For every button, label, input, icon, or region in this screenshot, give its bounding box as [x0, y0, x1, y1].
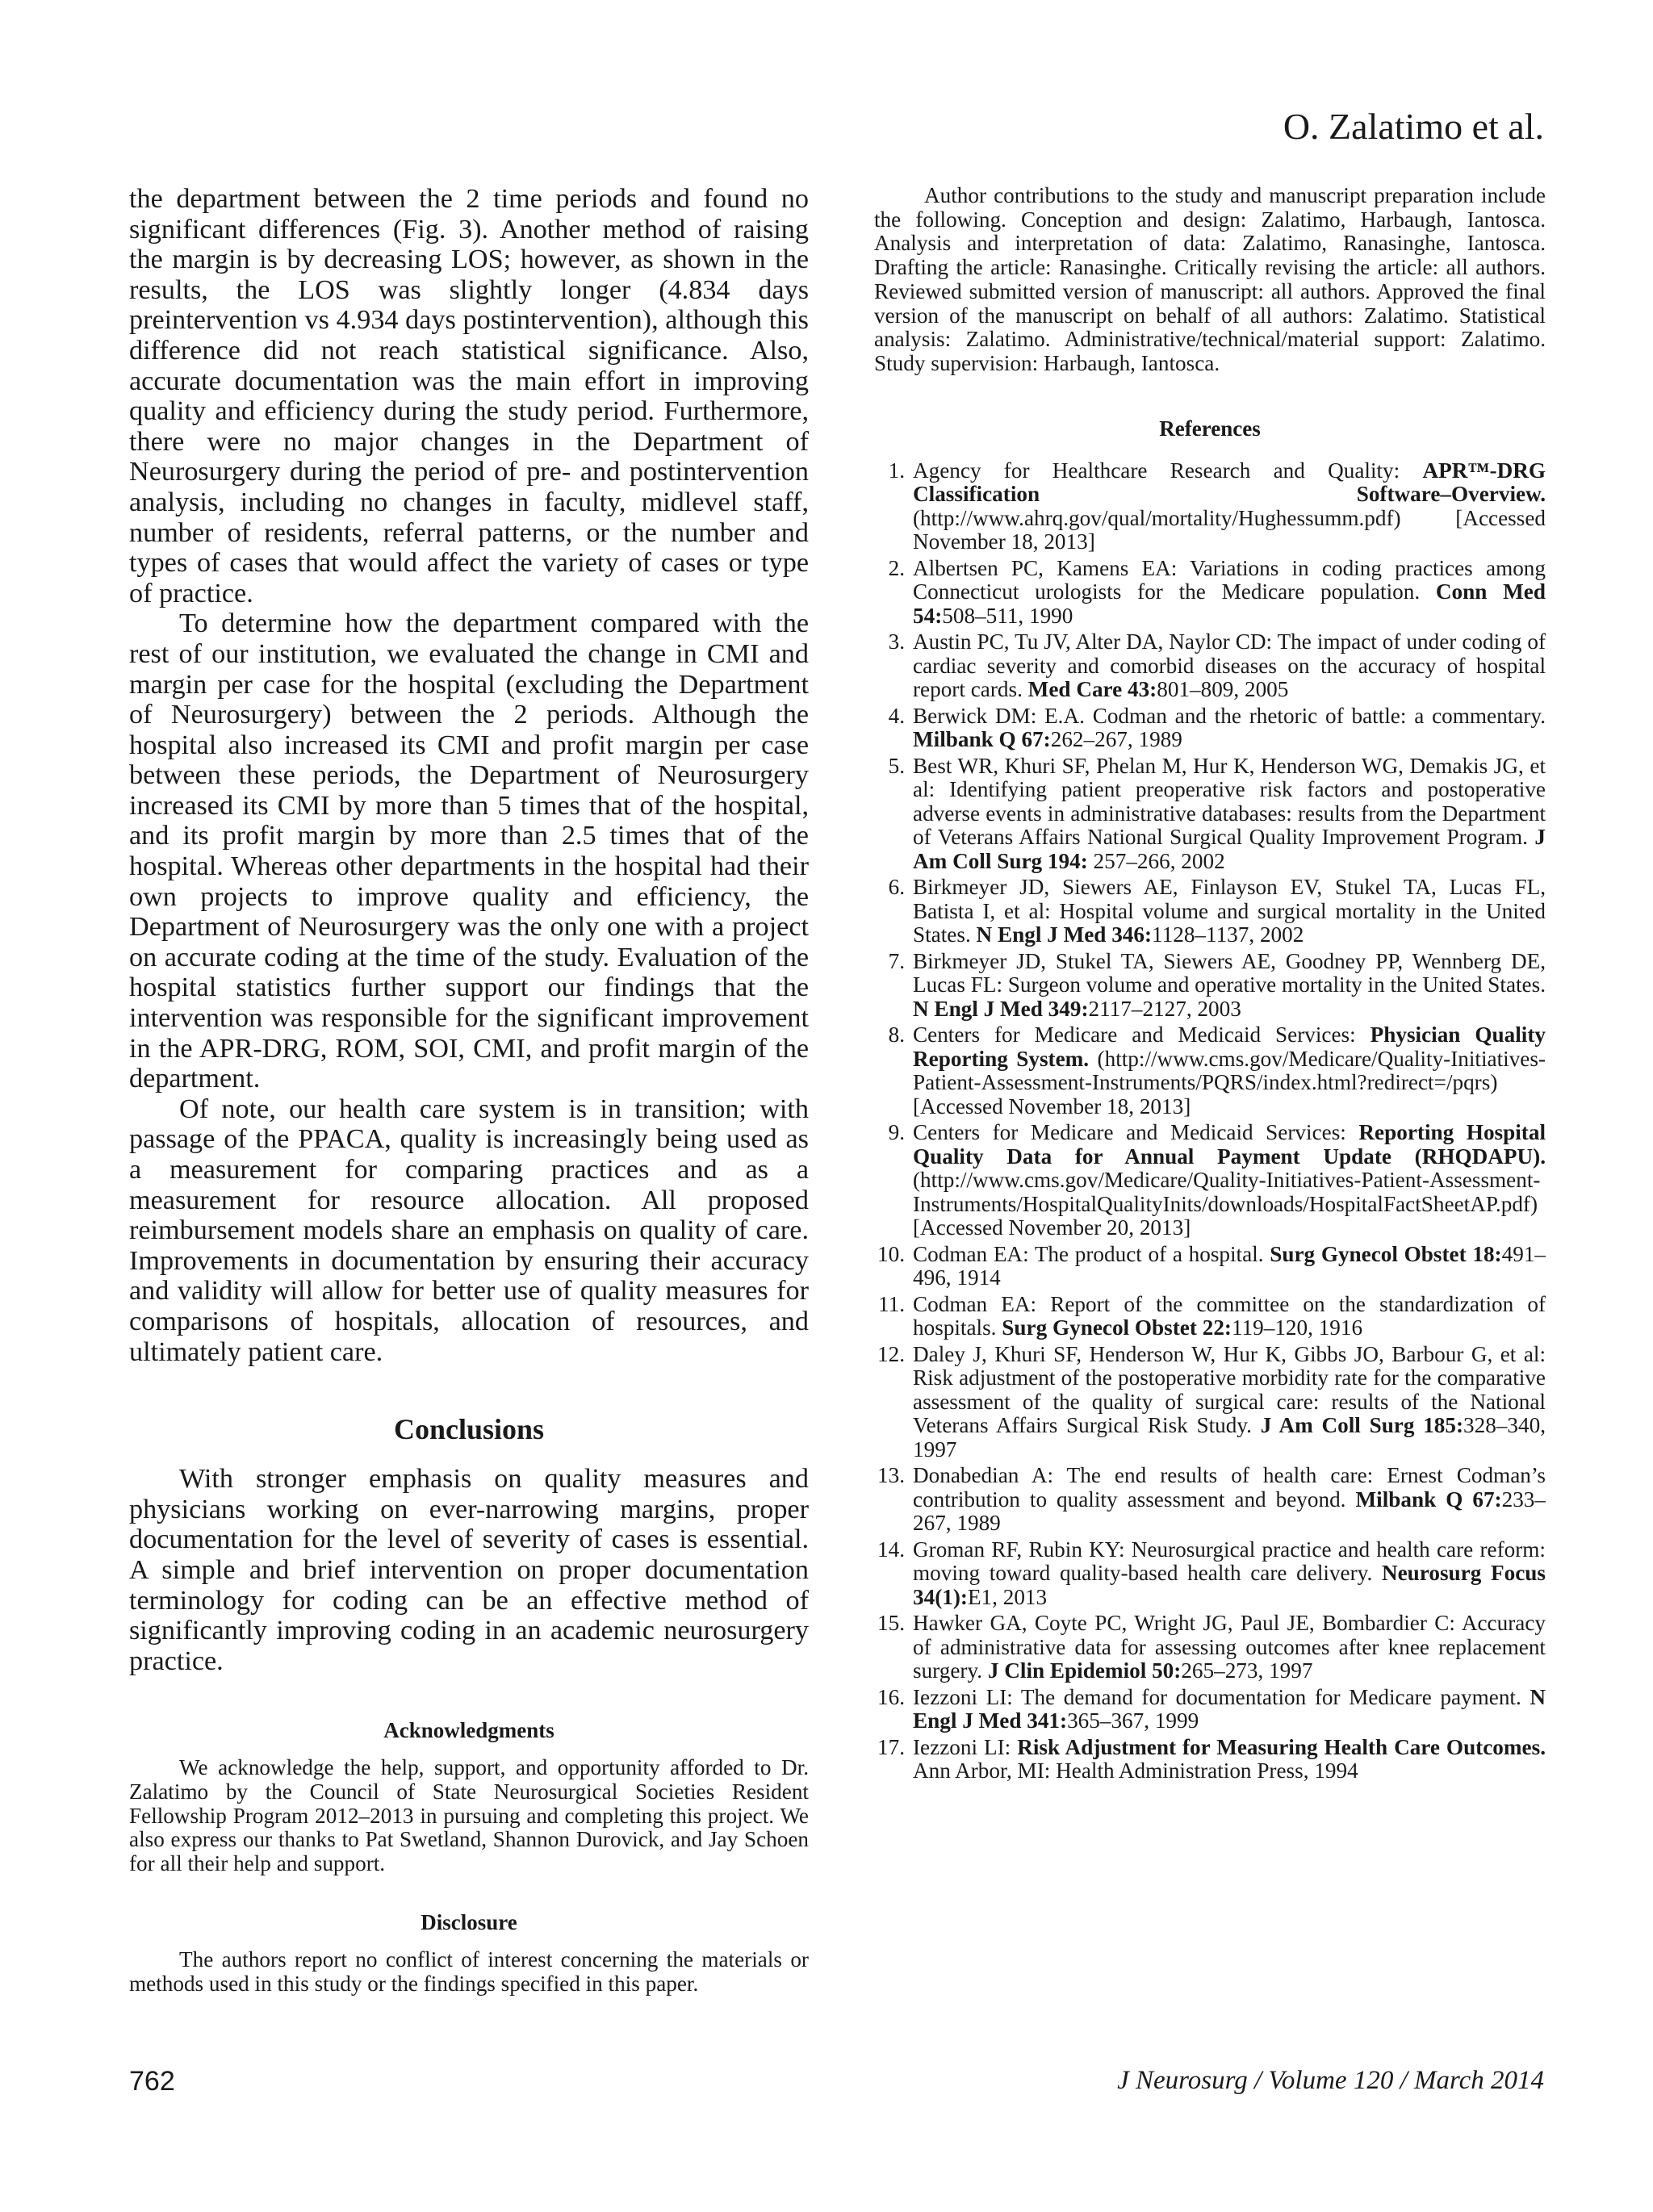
reference-number: 8. [888, 1022, 905, 1047]
reference-text: Agency for Healthcare Research and Quality: [913, 458, 1423, 483]
reference-item [874, 755, 1546, 874]
left-column [129, 184, 809, 1996]
reference-text: Centers for Medicare and Medicaid Services: [913, 1120, 1359, 1145]
reference-source: Surg Gynecol Obstet 18: [1270, 1241, 1502, 1266]
conclusions-heading: Conclusions [393, 1413, 545, 1446]
reference-text: Hawker GA, Coyte PC, Wright JG, Paul JE, Bombardier C: Accuracy of administrative data for assessing outcomes after knee replacement surgery. [913, 1611, 1546, 1683]
reference-number: 14. [877, 1537, 905, 1562]
reference-number: 7. [888, 948, 905, 973]
disclosure-heading: Disclosure [421, 1909, 517, 1934]
reference-number: 10. [877, 1241, 905, 1266]
reference-number: 1. [888, 458, 905, 483]
conclusions-paragraph: With stronger emphasis on quality measures and physicians working on ever-narrowing margins, proper documentation for the level of severity of cases is essential. A simple and brief intervention on proper documentation terminology for coding can be an effective method of significantly improving coding in an academic neurosurgery practice. [129, 1464, 809, 1676]
reference-text: Albertsen PC, Kamens EA: Variations in coding practices among Connecticut urologists for the Medicare population. [913, 555, 1546, 604]
reference-item [874, 1293, 1546, 1340]
reference-text: Codman EA: The product of a hospital. [913, 1241, 1270, 1266]
reference-text: 508–511, 1990 [942, 603, 1073, 628]
reference-text: 2117–2127, 2003 [1088, 996, 1241, 1021]
references-heading: References [1159, 416, 1261, 441]
reference-text: Iezzoni LI: The demand for documentation for Medicare payment. [913, 1684, 1530, 1709]
reference-item [874, 1343, 1546, 1462]
reference-text: Berwick DM: E.A. Codman and the rhetoric of battle: a commentary. [913, 703, 1546, 728]
reference-item [874, 459, 1546, 554]
reference-source: Conn Med 54: [913, 579, 1546, 628]
reference-source: Physician Quality Reporting System. [913, 1022, 1546, 1071]
references-list [874, 459, 1546, 1783]
acknowledgments-paragraph: We acknowledge the help, support, and opportunity afforded to Dr. Zalatimo by the Council of State Neurosurgical Societies Resident Fellowship Program 2012–2013 in pursuing and completing this project. We also express our thanks to Pat Swetland, Shannon Durovick, and Jay Schoen for all their help and support. [129, 1755, 809, 1876]
reference-number: 9. [888, 1120, 905, 1145]
disclosure-paragraph: The authors report no conflict of interest concerning the materials or methods used in this study or the findings specified in this paper. [129, 1946, 809, 1996]
reference-item [874, 1612, 1546, 1683]
reference-text: E1, 2013 [967, 1584, 1048, 1609]
reference-text: (http://www.ahrq.gov/qual/mortality/Hughessumm.pdf) [Accessed November 18, 2013] [913, 505, 1546, 554]
reference-text: Austin PC, Tu JV, Alter DA, Naylor CD: The impact of under coding of cardiac severity and comorbid diseases on the accuracy of hospital report cards. [913, 629, 1546, 702]
reference-item [874, 1121, 1546, 1240]
reference-source: Reporting Hospital Quality Data for Annual Payment Update (RHQDAPU). [913, 1120, 1546, 1169]
reference-number: 17. [877, 1734, 905, 1759]
reference-text: Birkmeyer JD, Stukel TA, Siewers AE, Goodney PP, Wennberg DE, Lucas FL: Surgeon volume and operative mortality in the United States. [913, 948, 1546, 997]
reference-item [874, 1538, 1546, 1610]
reference-text: (http://www.cms.gov/Medicare/Quality-Initiatives-Patient-Assessment-Instruments/HospitalQualityInits/downloads/HospitalFactSheetAP.pdf) [Accessed November 20, 2013] [913, 1168, 1541, 1240]
reference-text: 233–267, 1989 [913, 1487, 1546, 1536]
acknowledgments-heading: Acknowledgments [383, 1718, 554, 1743]
reference-source: N Engl J Med 346: [976, 922, 1153, 947]
reference-text: 328–340, 1997 [913, 1413, 1546, 1461]
reference-source: N Engl J Med 349: [913, 996, 1089, 1021]
reference-item [874, 1464, 1546, 1536]
reference-text: Codman EA: Report of the committee on the standardization of hospitals. [913, 1291, 1546, 1340]
reference-text: 262–267, 1989 [1050, 727, 1182, 752]
reference-source: Med Care 43: [1027, 677, 1157, 702]
reference-text: Donabedian A: The end results of health care: Ernest Codman’s contribution to quality assessment and beyond. [913, 1463, 1546, 1512]
reference-text: (http://www.cms.gov/Medicare/Quality-Initiatives-Patient-Assessment-Instruments/PQRS/index.html?redirect=/pqrs) [Accessed November 18, 2013] [913, 1046, 1546, 1119]
reference-text: Iezzoni LI: [913, 1734, 1018, 1759]
reference-text: 257–266, 2002 [1087, 848, 1225, 873]
reference-source: J Clin Epidemiol 50: [987, 1658, 1182, 1683]
journal-citation: J Neurosurg / Volume 120 / March 2014 [1117, 2066, 1544, 2095]
reference-text: Centers for Medicare and Medicaid Services: [913, 1022, 1371, 1047]
reference-item [874, 1023, 1546, 1119]
reference-source: Risk Adjustment for Measuring Health Care Outcomes. [1017, 1734, 1546, 1759]
reference-text: 491–496, 1914 [913, 1241, 1546, 1290]
reference-number: 15. [877, 1611, 905, 1636]
reference-number: 16. [877, 1684, 905, 1709]
reference-text: Birkmeyer JD, Siewers AE, Finlayson EV, Stukel TA, Lucas FL, Batista I, et al: Hospital volume and surgical mortality in the United States. [913, 875, 1546, 947]
reference-source: J Am Coll Surg 185: [1260, 1413, 1464, 1438]
reference-item [874, 557, 1546, 629]
reference-item [874, 630, 1546, 702]
page-number: 762 [129, 2066, 175, 2097]
reference-text: 265–273, 1997 [1181, 1658, 1313, 1683]
reference-item [874, 705, 1546, 752]
body-paragraph: To determine how the department compared with the rest of our institution, we evaluated the change in CMI and margin per case for the hospital (excluding the Department of Neurosurgery) between the 2 periods. Although the hospital also increased its CMI and profit margin per case between these periods, the Department of Neurosurgery increased its CMI by more than 5 times that of the hospital, and its profit margin by more than 2.5 times that of the hospital. Whereas other departments in the hospital had their own projects to improve quality and efficiency, the Department of Neurosurgery was the only one with a project on accurate coding at the time of the study. Evaluation of the hospital statistics further support our findings that the intervention was responsible for the significant improvement in the APR-DRG, ROM, SOI, CMI, and profit margin of the department. [129, 608, 809, 1094]
reference-number: 4. [888, 703, 905, 728]
body-paragraph: Of note, our health care system is in transition; with passage of the PPACA, quality is increasingly being used as a measurement for comparing practices and as a measurement for resource allocation. All proposed reimbursement models share an emphasis on quality of care. Improvements in documentation by ensuring their accuracy and validity will allow for better use of quality measures for comparisons of hospitals, allocation of resources, and ultimately patient care. [129, 1093, 809, 1367]
reference-item [874, 876, 1546, 947]
reference-item [874, 1736, 1546, 1783]
reference-source: Surg Gynecol Obstet 22: [1002, 1315, 1232, 1340]
reference-source: Neurosurg Focus 34(1): [913, 1561, 1546, 1609]
reference-number: 11. [878, 1291, 905, 1316]
reference-number: 12. [877, 1341, 905, 1366]
reference-number: 5. [888, 753, 905, 778]
reference-item [874, 1243, 1546, 1290]
reference-text: 365–367, 1999 [1067, 1708, 1199, 1733]
reference-source: N Engl J Med 341: [913, 1684, 1546, 1733]
reference-source: Milbank Q 67: [913, 727, 1051, 752]
reference-text: 801–809, 2005 [1157, 677, 1289, 702]
reference-item [874, 1686, 1546, 1733]
running-head: O. Zalatimo et al. [1283, 106, 1544, 147]
reference-source: J Am Coll Surg 194: [913, 825, 1546, 873]
body-paragraph: the department between the 2 time periods and found no significant differences (Fig. 3). Another method of raising the margin is by decreasing LOS; however, as shown in the results, the LOS was slightly longer (4.834 days preintervention vs 4.934 days postintervention), although this difference did not reach statistical significance. Also, accurate documentation was the main effort in improving quality and efficiency during the study period. Furthermore, there were no major changes in the Department of Neurosurgery during the period of pre- and postintervention analysis, including no changes in faculty, midlevel staff, number of residents, referral patterns, or the number and types of cases that would affect the variety of cases or type of practice. [129, 184, 809, 608]
reference-number: 2. [888, 555, 905, 580]
reference-text: 119–120, 1916 [1231, 1315, 1363, 1340]
reference-text: 1128–1137, 2002 [1152, 922, 1304, 947]
reference-item [874, 950, 1546, 1022]
reference-number: 13. [877, 1463, 905, 1488]
reference-text: Best WR, Khuri SF, Phelan M, Hur K, Henderson WG, Demakis JG, et al: Identifying patient preoperative risk factors and postoperative adverse events in administrative databases: results from the Department of Veterans Affairs National Surgical Quality Improvement Program. [913, 753, 1546, 850]
reference-text: Groman RF, Rubin KY: Neurosurgical practice and health care reform: moving toward quality-based health care delivery. [913, 1537, 1546, 1586]
author-contributions: Author contributions to the study and manuscript preparation include the following. Conception and design: Zalatimo, Harbaugh, Iantosca. Analysis and interpretation of data: Zalatimo, Ranasinghe, Iantosca. Drafting the article: Ranasinghe. Critically revising the article: all authors. Reviewed submitted version of manuscript: all authors. Approved the final version of the manuscript on behalf of all authors: Zalatimo. Statistical analysis: Zalatimo. Administrative/technical/material support: Zalatimo. Study supervision: Harbaugh, Iantosca. [874, 183, 1546, 375]
reference-number: 3. [888, 629, 905, 654]
reference-number: 6. [888, 875, 905, 900]
reference-text: Ann Arbor, MI: Health Administration Press, 1994 [913, 1758, 1358, 1783]
right-column [874, 184, 1546, 1786]
reference-source: Milbank Q 67: [1355, 1487, 1502, 1512]
reference-text: Daley J, Khuri SF, Henderson W, Hur K, Gibbs JO, Barbour G, et al: Risk adjustment of the postoperative morbidity rate for the comparative assessment of the quality of surgical care: results of the National Veterans Affairs Surgical Risk Study. [913, 1341, 1546, 1438]
reference-source: APR™-DRG Classification Software–Overview. [913, 458, 1546, 507]
